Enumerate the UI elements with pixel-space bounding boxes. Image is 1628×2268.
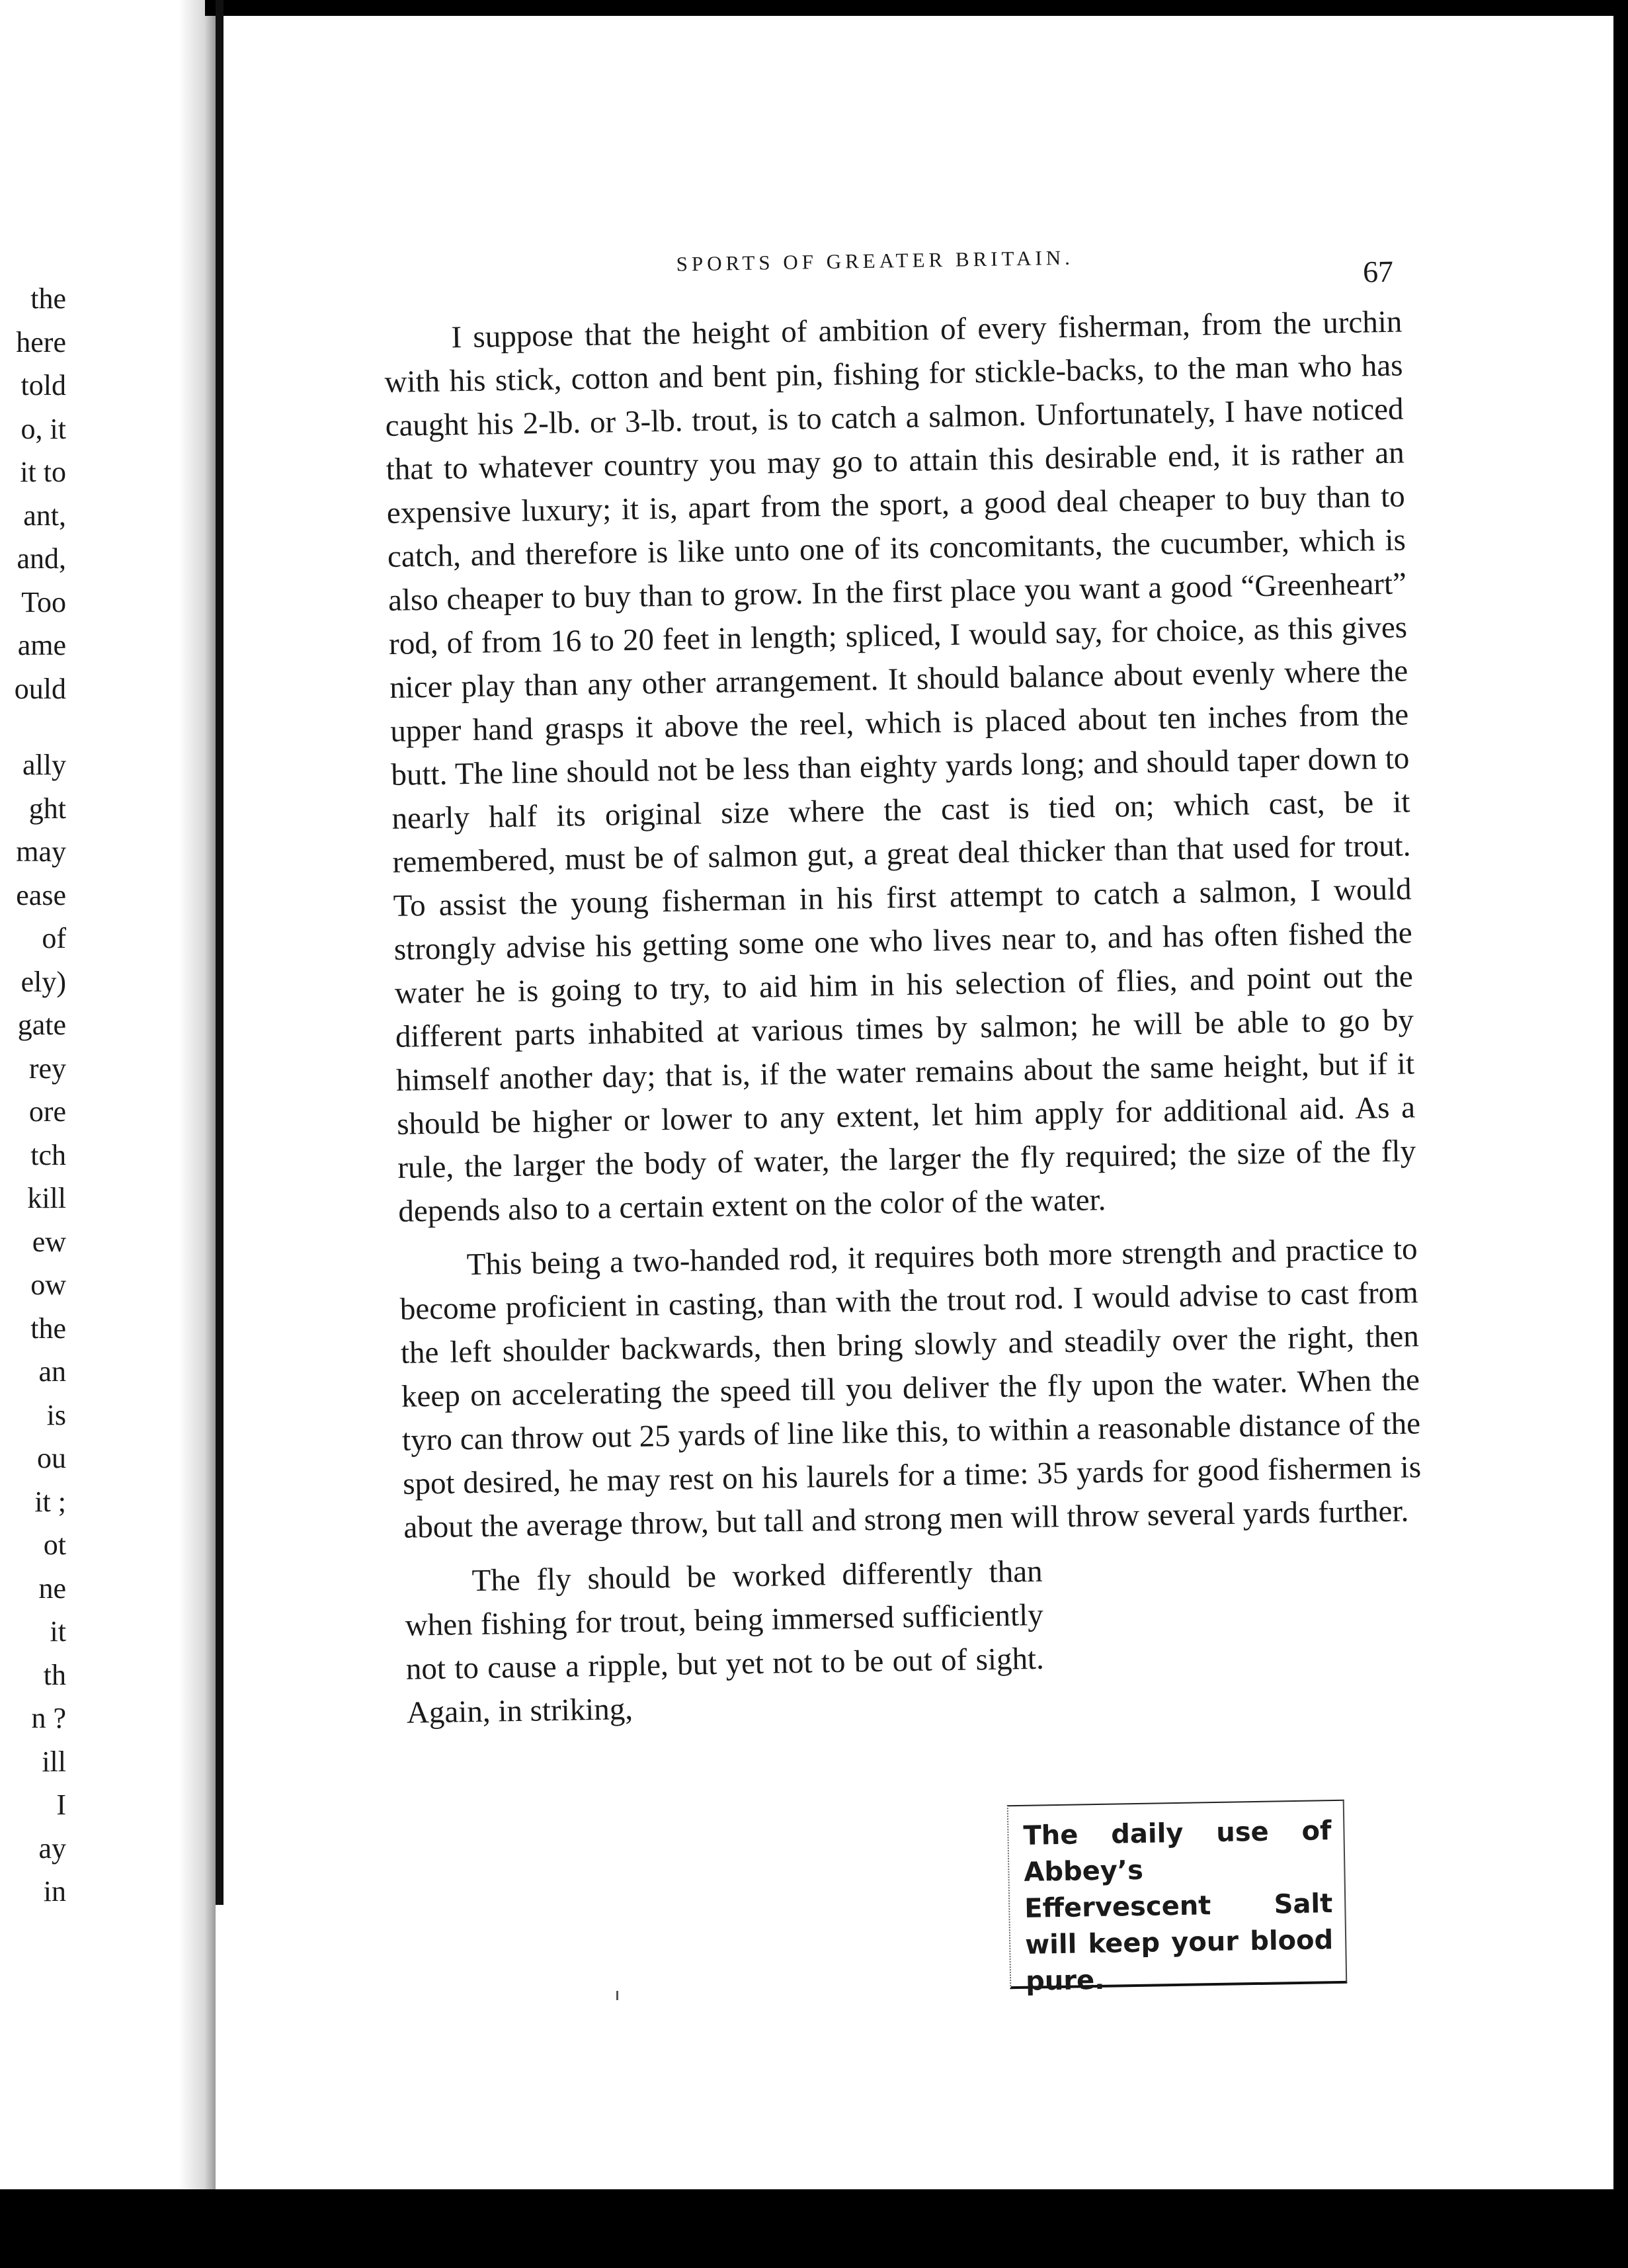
left-page-fragment-line: ght bbox=[28, 792, 66, 825]
left-page-fragment-line: the bbox=[30, 282, 66, 315]
page-gutter-shadow bbox=[179, 0, 216, 2189]
left-page-fragment-line: may bbox=[16, 835, 66, 868]
left-page-fragment-line: gate bbox=[17, 1009, 66, 1041]
left-page-fragment-line: here bbox=[16, 325, 66, 358]
left-page-fragment-line: ould bbox=[14, 672, 66, 705]
left-page-fragment-line: ore bbox=[28, 1095, 66, 1128]
left-page-fragment-line: I bbox=[56, 1788, 66, 1821]
left-page-fragment-line: of bbox=[42, 922, 66, 954]
paragraph: I suppose that the height of ambition of every fisherman, from the urchin with his stick, cotton and bent pin, fishing for stickle-backs, to the man who has caught his 2-lb. or 3-lb. trout, is to catch a salmon. Unfortunately, I have noticed that to whatever country you may go to attain this desirable end, it is rather an expensive luxury; it is, apart from the sport, a good deal cheaper to buy than to catch, and therefore is like unto one of its concomitants, the cucumber, which is also cheaper to buy than to grow. In the first place you want a good “Greenheart” rod, of from 16 to 20 feet in length; spliced, I would say, for choice, as this gives nicer play than any other arrangement. It should balance about evenly where the upper hand grasps it above the reel, which is placed about ten inches from the butt. The line should not be less than eighty yards long; and should taper down to nearly half its original size where the cast is tied on; which cast, be it remembered, must be of salmon gut, a great deal thicker than that used for trout. To assist the young fisherman in his first attempt to catch a salmon, I would strongly advise his getting some one who lives near to, and has often fished the water he is going to try, to aid him in his selection of flies, and point out the different parts inhabited at various times by salmon; he will be able to go by himself another day; that is, if the water remains about the same height, but if it should be higher or lower to any extent, let him apply for additional aid. As a rule, the larger the body of water, the larger the fly required; the size of the fly depends also to a certain extent on the color of the water. bbox=[384, 304, 1416, 1229]
left-page-fragment-line: ew bbox=[32, 1225, 66, 1258]
book-spine bbox=[216, 0, 224, 1905]
left-page-fragment-line: ally bbox=[22, 749, 66, 781]
paragraph: This being a two-handed rod, it requires both more strength and practice to become proficient in casting, than with the trout rod. I would advise to cast from the left shoulder backwards, then bring slowly and steadily over the right, then keep on accelerating the speed till you deliver the fly upon the water. When the tyro can throw out 25 yards of line like this, to within a reasonable distance of the spot desired, he may rest on his laurels for a time: 35 yards for good fishermen is about the average throw, but tall and strong men will throw several yards further. bbox=[399, 1232, 1422, 1545]
left-page-fragment-line: o, it bbox=[20, 412, 66, 445]
left-page-fragment-line: is bbox=[46, 1398, 66, 1431]
left-page-fragment-line: n ? bbox=[31, 1702, 66, 1734]
left-page-fragment-line: ill bbox=[42, 1745, 66, 1778]
left-page-fragment-line: rey bbox=[28, 1052, 66, 1085]
left-page-fragment-line: ay bbox=[38, 1831, 66, 1865]
advertisement-text: The daily use of Abbey’s Effervescent Salt will keep your blood pure. bbox=[1023, 1816, 1334, 1997]
left-page-fragment-line: ne bbox=[38, 1572, 66, 1605]
left-page-fragment-line: the bbox=[30, 1312, 66, 1345]
advertisement-box bbox=[1007, 1800, 1348, 1997]
body-text bbox=[384, 300, 1425, 1734]
left-page-fragment-line: told bbox=[20, 369, 66, 401]
left-page-fragment-line: th bbox=[43, 1658, 66, 1691]
left-page-fragment-line: ow bbox=[30, 1269, 66, 1301]
left-page-fragment-line: and, bbox=[17, 542, 66, 575]
left-page-fragment-line: ease bbox=[16, 878, 66, 911]
paragraph: The fly should be worked differently than when fishing for trout, being immersed sufficiently not to cause a ripple, but yet not to be out of sight. Again, in striking, bbox=[405, 1554, 1045, 1730]
left-page-fragment-line: it to bbox=[20, 456, 66, 488]
left-page-fragment-line: it ; bbox=[34, 1485, 66, 1518]
book-page bbox=[344, 221, 1422, 1730]
left-page-fragment-line: ant, bbox=[23, 499, 66, 532]
scan-border-top bbox=[205, 0, 1628, 16]
left-page-fragment-line: kill bbox=[27, 1182, 66, 1214]
scan-border-right bbox=[1613, 0, 1628, 2189]
left-page-fragment-line: it bbox=[50, 1615, 66, 1648]
page-number: 67 bbox=[1362, 254, 1394, 289]
scan-border-bottom bbox=[0, 2189, 1628, 2268]
left-page-fragment-line: tch bbox=[30, 1138, 66, 1171]
left-page-fragment-line: ot bbox=[43, 1529, 66, 1561]
left-page-fragment-line: an bbox=[38, 1355, 66, 1388]
left-page-fragment-line: ame bbox=[17, 629, 66, 661]
left-page-fragment-line: ely) bbox=[20, 965, 66, 998]
left-page-fragment-line: in bbox=[43, 1875, 66, 1908]
left-page-fragment-line: Too bbox=[21, 585, 66, 618]
left-page-fragment-line: ou bbox=[37, 1442, 66, 1474]
running-head: SPORTS OF GREATER BRITAIN. bbox=[676, 245, 1075, 276]
scan-speck bbox=[616, 1991, 618, 2000]
